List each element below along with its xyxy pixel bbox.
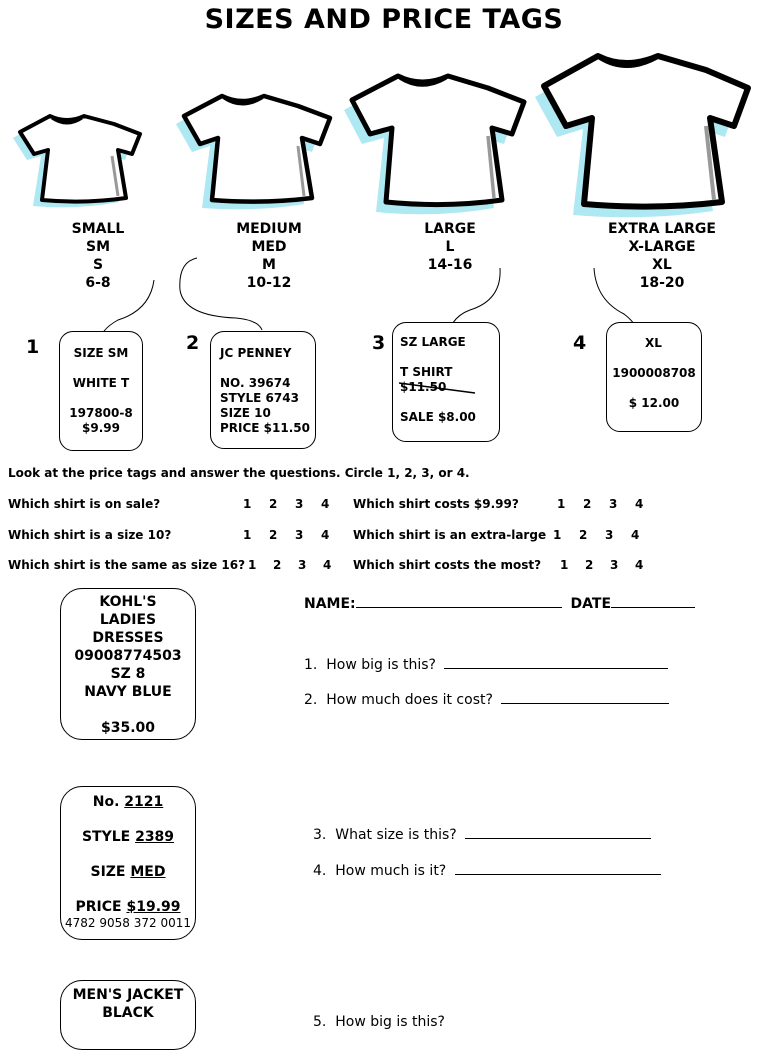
tag-line: No. 2121	[92, 794, 164, 810]
choices-row-4	[557, 497, 643, 511]
kohls-tag	[60, 588, 196, 740]
tag-line: 197800-8	[69, 406, 133, 420]
choice-3[interactable]: 3	[298, 558, 307, 572]
question-text: How much is it?	[335, 863, 447, 879]
tag-line: MEN'S JACKET	[72, 987, 184, 1003]
choice-3[interactable]: 3	[295, 528, 304, 542]
choice-4[interactable]: 4	[631, 528, 640, 542]
question-5	[313, 1014, 445, 1030]
tag-line: DRESSES	[92, 630, 164, 646]
jacket-tag	[60, 980, 196, 1050]
question-right-3: Which shirt costs the most?	[353, 558, 542, 572]
tag-line: SIZE SM	[73, 346, 129, 360]
size-line: 6-8	[85, 275, 111, 291]
choice-1[interactable]: 1	[243, 497, 252, 511]
choice-3[interactable]: 3	[609, 497, 618, 511]
name-date-row	[304, 593, 695, 612]
choices-row-6	[560, 558, 643, 572]
tag-number-2: 2	[186, 332, 200, 354]
tag-line: WHITE T	[72, 376, 130, 390]
choice-4[interactable]: 4	[323, 558, 332, 572]
tag-line: 1900008708	[612, 366, 696, 380]
tag-number-1: 1	[26, 336, 40, 358]
tag-line: SIZE 10	[220, 406, 271, 420]
question-right-2: Which shirt is an extra-large	[353, 528, 547, 542]
tag-line: $ 12.00	[628, 396, 680, 410]
answer-field[interactable]	[455, 860, 661, 875]
price-tag-2	[210, 331, 316, 449]
question-number: 2.	[304, 692, 318, 708]
size-line: MED	[251, 239, 287, 255]
tag-number-4: 4	[573, 332, 587, 354]
choice-4[interactable]: 4	[635, 558, 644, 572]
answer-field[interactable]	[444, 654, 668, 669]
tag-line: $35.00	[100, 720, 156, 736]
choice-2[interactable]: 2	[269, 528, 278, 542]
name-field[interactable]	[356, 593, 562, 608]
size-line: 18-20	[639, 275, 685, 291]
choice-3[interactable]: 3	[295, 497, 304, 511]
size-line: MEDIUM	[236, 221, 302, 237]
choice-2[interactable]: 2	[585, 558, 594, 572]
choice-1[interactable]: 1	[560, 558, 569, 572]
question-3	[313, 824, 651, 843]
tag-line: PRICE $19.99	[75, 899, 181, 915]
question-text: What size is this?	[335, 827, 457, 843]
answer-field[interactable]	[465, 824, 651, 839]
question-right-1: Which shirt costs $9.99?	[353, 497, 519, 511]
choice-4[interactable]: 4	[635, 497, 644, 511]
question-number: 4.	[313, 863, 327, 879]
strikethrough-mark	[399, 381, 477, 395]
question-number: 3.	[313, 827, 327, 843]
question-text: How big is this?	[326, 657, 436, 673]
choice-2[interactable]: 2	[583, 497, 592, 511]
choice-1[interactable]: 1	[248, 558, 257, 572]
choice-1[interactable]: 1	[553, 528, 562, 542]
tag-line: 09008774503	[74, 648, 182, 664]
tag-line: NAVY BLUE	[84, 684, 172, 700]
date-label: DATE	[570, 596, 612, 612]
price-tag-3	[392, 322, 500, 442]
tag-line: PRICE $11.50	[220, 421, 310, 435]
instructions: Look at the price tags and answer the questions. Circle 1, 2, 3, or 4.	[8, 466, 470, 480]
size-line: XL	[652, 257, 672, 273]
tag-line: STYLE 6743	[220, 391, 299, 405]
question-1	[304, 654, 668, 673]
choice-2[interactable]: 2	[273, 558, 282, 572]
tag-line: SZ LARGE	[400, 335, 466, 349]
question-4	[313, 860, 661, 879]
tag-line: STYLE 2389	[81, 829, 175, 845]
date-field[interactable]	[611, 593, 695, 608]
question-left-3: Which shirt is the same as size 16?	[8, 558, 246, 572]
barcode-number: 4782 9058 372 0011	[65, 916, 191, 930]
choice-4[interactable]: 4	[321, 497, 330, 511]
tag-line: SIZE MED	[90, 864, 166, 880]
choice-3[interactable]: 3	[610, 558, 619, 572]
tag-line: $9.99	[82, 421, 120, 435]
size-line: SMALL	[71, 221, 125, 237]
name-label: NAME:	[304, 596, 356, 612]
question-left-2: Which shirt is a size 10?	[8, 528, 172, 542]
answer-field[interactable]	[501, 689, 669, 704]
tag-line: BLACK	[102, 1005, 154, 1021]
size-line: 10-12	[246, 275, 292, 291]
style-tag	[60, 786, 196, 940]
price-tag-4	[606, 322, 702, 432]
choice-3[interactable]: 3	[605, 528, 614, 542]
question-number: 1.	[304, 657, 318, 673]
choice-2[interactable]: 2	[579, 528, 588, 542]
size-line: 14-16	[427, 257, 473, 273]
choices-row-1	[243, 497, 329, 511]
size-line: X-LARGE	[628, 239, 696, 255]
choice-1[interactable]: 1	[243, 528, 252, 542]
tag-line: SALE $8.00	[400, 410, 476, 424]
size-line: M	[262, 257, 276, 273]
size-line: LARGE	[424, 221, 476, 237]
choice-1[interactable]: 1	[557, 497, 566, 511]
choice-4[interactable]: 4	[321, 528, 330, 542]
page-title: SIZES AND PRICE TAGS	[204, 4, 564, 35]
tag-line: LADIES	[99, 612, 157, 628]
question-text: How big is this?	[335, 1014, 445, 1030]
price-tag-1	[59, 331, 143, 451]
tag-line: XL	[645, 336, 662, 350]
size-line: S	[92, 257, 104, 273]
tag-line: SZ 8	[110, 666, 146, 682]
tag-line: NO. 39674	[220, 376, 291, 390]
choices-row-2	[243, 528, 329, 542]
choice-2[interactable]: 2	[269, 497, 278, 511]
size-line: EXTRA LARGE	[608, 221, 716, 237]
tag-line: KOHL'S	[99, 594, 157, 610]
tag-number-3: 3	[372, 332, 386, 354]
tag-line: T SHIRT	[400, 365, 453, 379]
size-line: L	[445, 239, 455, 255]
tag-line: $11.50	[400, 380, 447, 394]
question-number: 5.	[313, 1014, 327, 1030]
choices-row-3	[248, 558, 331, 572]
choices-row-5	[553, 528, 639, 542]
question-left-1: Which shirt is on sale?	[8, 497, 161, 511]
tag-line: JC PENNEY	[220, 346, 292, 360]
question-text: How much does it cost?	[326, 692, 493, 708]
question-2	[304, 689, 669, 708]
size-line: SM	[85, 239, 110, 255]
